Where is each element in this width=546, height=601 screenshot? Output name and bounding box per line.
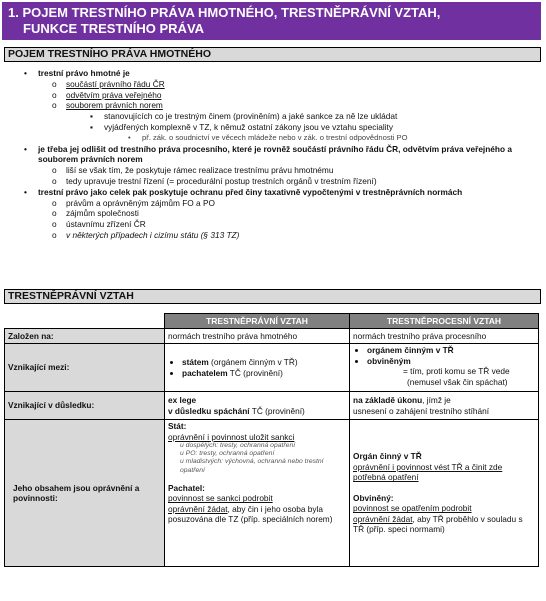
list <box>353 345 535 366</box>
outline-text: zájmům společnosti <box>66 208 139 219</box>
text: Pachatel: <box>168 482 205 493</box>
table-row <box>5 344 539 392</box>
row-label: Vznikající v důsledku: <box>5 392 165 420</box>
outline-text: ústavnímu zřízení ČR <box>66 219 146 230</box>
text: u dospělých: tresty, ochranná opatření <box>180 442 296 449</box>
chapter-title-line1: 1. POJEM TRESTNÍHO PRÁVA HMOTNÉHO, TRESTNĚPRÁVNÍ VZTAH, <box>8 5 441 20</box>
outline-text: tedy upravuje trestní řízení (= procedurální postup trestních orgánů v trestním řízení) <box>66 175 377 186</box>
text: oprávnění i povinnost vést TŘ a činit zde potřebná opatření <box>353 461 503 483</box>
outline-item <box>18 230 538 241</box>
col-header-procesni: TRESTNĚPROCESNÍ VZTAH <box>350 314 539 329</box>
chapter-title <box>2 2 541 40</box>
outline-text: trestní právo jako celek pak poskytuje ochranu před činy taxativně vypočtenými v trestněprávních normách <box>38 186 463 197</box>
outline-item <box>18 90 538 101</box>
section-heading-pojem: POJEM TRESTNÍHO PRÁVA HMOTNÉHO <box>4 47 541 62</box>
outline-item <box>18 111 538 122</box>
cell <box>165 420 350 567</box>
text: Obviněný: <box>353 492 394 503</box>
text: povinnost se sankci podrobit <box>168 493 273 504</box>
text: na základě úkonu, jímž je <box>353 395 451 405</box>
note: = tím, proti komu se TŘ vede <box>403 366 510 376</box>
outline-item <box>18 100 538 111</box>
outline-text: odvětvím práva veřejného <box>66 89 162 100</box>
bullet-marker: o <box>52 197 57 208</box>
table-header-row <box>5 314 539 329</box>
bullet-marker: • <box>24 68 27 78</box>
bullet-marker: ▪ <box>90 121 93 132</box>
note: (nemusel však čin spáchat) <box>407 376 508 387</box>
list <box>168 357 346 378</box>
bullet-marker: o <box>52 208 57 219</box>
outline-item <box>18 144 538 166</box>
cell <box>350 344 539 392</box>
cell <box>350 392 539 420</box>
list-item: • obviněným <box>367 356 535 367</box>
outline-item <box>18 68 538 79</box>
text: Stát: <box>168 421 187 431</box>
bullet-marker: o <box>52 165 57 176</box>
text: v důsledku spáchání TČ (provinění) <box>168 405 305 416</box>
bullet-marker: • <box>24 186 27 197</box>
outline-item <box>18 219 538 230</box>
section-heading-vztah: TRESTNĚPRÁVNÍ VZTAH <box>4 289 541 304</box>
bullet-marker: o <box>52 175 57 186</box>
comparison-table <box>4 313 539 567</box>
table-row <box>5 392 539 420</box>
bullet-marker: • <box>24 143 27 154</box>
outline-text: trestní právo hmotné je <box>38 68 130 78</box>
bullet-marker: o <box>52 100 57 111</box>
outline-text: stanovujících co je trestným činem (proviněním) a jaké sankce za ně lze ukládat <box>104 111 398 122</box>
list-item: • pachatelem TČ (provinění) <box>182 368 346 379</box>
text: povinnost se opatřením podrobit <box>353 503 472 514</box>
bullet-marker: o <box>52 89 57 100</box>
outline-text: je třeba jej odlišit od trestního práva procesního, které je rovněž součástí právního řádu ČR, odvětvím práva veřejného a souborem právních norem <box>38 143 512 165</box>
outline-item <box>18 133 538 144</box>
bullet-marker: ▪ <box>90 111 93 122</box>
bullet-marker: o <box>52 219 57 230</box>
text: oprávnění žádat, aby čin i jeho osoba byla posuzována dle TZ (příp. speciálních norem) <box>168 503 333 525</box>
outline-item <box>18 176 538 187</box>
cell: normách trestního práva hmotného <box>165 329 350 344</box>
text: Orgán činný v TŘ <box>353 451 422 462</box>
col-header-hmotny: TRESTNĚPRÁVNÍ VZTAH <box>165 314 350 329</box>
bullet-marker: • <box>128 132 131 142</box>
cell <box>165 344 350 392</box>
outline-text: součástí právního řádu ČR <box>66 78 165 89</box>
outline-item <box>18 122 538 133</box>
outline-list <box>18 68 538 241</box>
outline-item <box>18 79 538 90</box>
row-label: Jeho obsahem jsou oprávnění a povinnosti: <box>5 420 165 567</box>
outline-item <box>18 187 538 198</box>
table-row <box>5 420 539 567</box>
chapter-title-line2: FUNKCE TRESTNÍHO PRÁVA <box>23 21 205 36</box>
cell: normách trestního práva procesního <box>350 329 539 344</box>
row-label: Vznikající mezi: <box>5 344 165 392</box>
outline-item <box>18 198 538 209</box>
outline-item <box>18 208 538 219</box>
text: oprávnění žádat, aby TŘ proběhlo v souladu s TŘ (příp. speci normami) <box>353 513 523 535</box>
text: usnesení o zahájení trestního stíhání <box>353 405 490 416</box>
outline-text: souborem právních norem <box>66 100 163 111</box>
list-item: • orgánem činným v TŘ <box>367 345 535 356</box>
text: u mladistvých: výchovná, ochranná nebo trestní opatření <box>180 458 324 474</box>
cell <box>350 420 539 567</box>
outline-text: vyjádřených komplexně v TZ, k němuž ostatní zákony jsou ve vztahu speciality <box>104 121 393 132</box>
list-item: • státem (orgánem činným v TŘ) <box>182 357 346 368</box>
cell <box>165 392 350 420</box>
text: ex lege <box>168 395 197 405</box>
table-corner <box>5 314 165 329</box>
outline-text: v některých případech i cizímu státu (§ 313 TZ) <box>66 229 240 240</box>
bullet-marker: o <box>52 229 57 240</box>
outline-text: př. zák. o soudnictví ve věcech mládeže nebo v zák. o trestní odpovědnosti PO <box>142 132 408 142</box>
row-label: Založen na: <box>5 329 165 344</box>
text: u PO: tresty, ochranná opatření <box>180 450 275 458</box>
outline-text: liší se však tím, že poskytuje rámec realizace trestnímu právu hmotnému <box>66 165 334 176</box>
text: oprávnění i povinnost uložit sankci <box>168 431 295 442</box>
outline-text: právům a oprávněným zájmům FO a PO <box>66 197 215 208</box>
bullet-marker: o <box>52 78 57 89</box>
table-row <box>5 329 539 344</box>
outline-item <box>18 165 538 176</box>
